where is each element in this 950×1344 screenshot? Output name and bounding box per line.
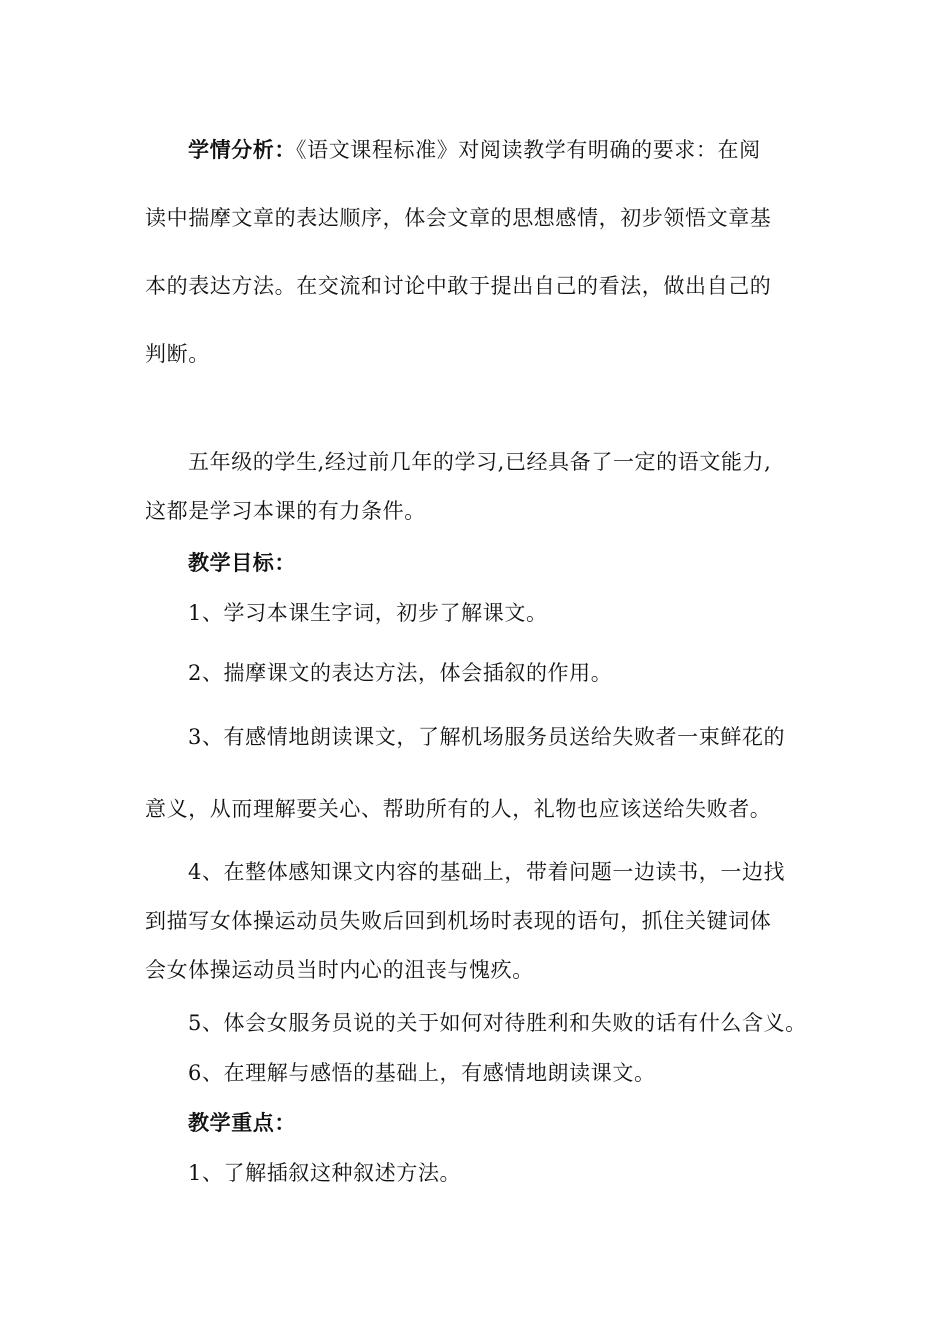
key-points-heading: 教学重点： (188, 1110, 296, 1135)
analysis-heading: 学情分析： (188, 137, 296, 162)
analysis-paragraph-line-2: 读中揣摩文章的表达顺序，体会文章的思想感情，初步领悟文章基 (145, 206, 772, 230)
analysis-text: 《语文课程标准》对阅读教学有明确的要求：在阅 (296, 138, 761, 162)
key-point-item-1: 1、了解插叙这种叙述方法。 (188, 1161, 462, 1185)
objective-item-3-line-1: 3、有感情地朗读课文，了解机场服务员送给失败者一束鲜花的 (188, 725, 786, 749)
students-paragraph-line-1: 五年级的学生,经过前几年的学习,已经具备了一定的语文能力, (188, 450, 772, 474)
students-paragraph-line-2: 这都是学习本课的有力条件。 (145, 499, 426, 523)
objective-item-4-line-2: 到描写女体操运动员失败后回到机场时表现的语句，抓住关键词体 (145, 909, 772, 933)
objective-item-1: 1、学习本课生字词，初步了解课文。 (188, 601, 548, 625)
analysis-paragraph-line-4: 判断。 (145, 342, 210, 366)
objective-item-4-line-3: 会女体操运动员当时内心的沮丧与愧疚。 (145, 958, 534, 982)
objective-item-4-line-1: 4、在整体感知课文内容的基础上，带着问题一边读书，一边找 (188, 860, 786, 884)
objectives-heading: 教学目标： (188, 550, 296, 575)
objective-item-6: 6、在理解与感悟的基础上，有感情地朗读课文。 (188, 1061, 656, 1085)
objective-item-5: 5、体会女服务员说的关于如何对待胜利和失败的话有什么含义。 (188, 1011, 807, 1035)
analysis-paragraph-line-1 (188, 135, 815, 165)
analysis-paragraph-line-3: 本的表达方法。在交流和讨论中敢于提出自己的看法，做出自己的 (145, 274, 772, 298)
objective-item-2: 2、揣摩课文的表达方法，体会插叙的作用。 (188, 661, 613, 685)
objective-item-3-line-2: 意义，从而理解要关心、帮助所有的人，礼物也应该送给失败者。 (145, 797, 772, 821)
